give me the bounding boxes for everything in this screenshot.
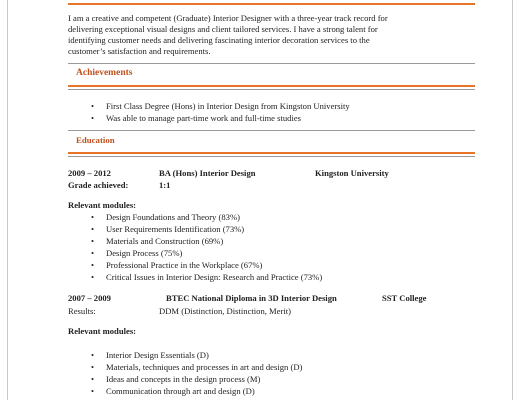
top-orange-rule — [68, 3, 475, 5]
section-orange-rule — [68, 152, 475, 154]
module-item: Materials and Construction (69%) — [106, 236, 224, 246]
edu1-qualification: BA (Hons) Interior Design — [159, 168, 256, 178]
bullet-icon: • — [91, 248, 95, 258]
edu2-qualification: BTEC National Diploma in 3D Interior Design — [166, 293, 337, 303]
bullet-icon: • — [91, 272, 95, 282]
education-heading: Education — [76, 135, 115, 145]
bullet-icon: • — [91, 386, 95, 396]
module-item: Ideas and concepts in the design process (M) — [106, 374, 261, 384]
edu2-dates: 2007 – 2009 — [68, 293, 111, 303]
bullet-icon: • — [91, 260, 95, 270]
summary-line: customer’s satisfaction and requirements. — [68, 46, 211, 56]
section-orange-rule — [68, 85, 475, 87]
module-item: Materials, techniques and processes in art and design (D) — [106, 362, 303, 372]
edu1-institution: Kingston University — [315, 168, 389, 178]
bullet-icon: • — [91, 101, 95, 111]
edu1-modules-label: Relevant modules: — [68, 200, 137, 210]
grey-rule — [68, 63, 475, 64]
module-item: Professional Practice in the Workplace (67%) — [106, 260, 263, 270]
summary-line: I am a creative and competent (Graduate) Interior Designer with a three-year track record for — [68, 13, 388, 23]
module-item: Communication through art and design (D) — [106, 386, 255, 396]
achievements-heading: Achievements — [76, 68, 133, 78]
edu2-results-label: Results: — [68, 306, 96, 316]
edu1-grade-value: 1:1 — [159, 180, 171, 190]
achievement-item: First Class Degree (Hons) in Interior Design from Kingston University — [106, 101, 350, 111]
module-item: Interior Design Essentials (D) — [106, 350, 209, 360]
summary-line: identifying customer needs and delivering fascinating interior decoration services to the — [68, 35, 370, 45]
edu1-grade-label: Grade achieved: — [68, 180, 129, 190]
bullet-icon: • — [91, 236, 95, 246]
edu1-dates: 2009 – 2012 — [68, 168, 111, 178]
module-item: Design Process (75%) — [106, 248, 183, 258]
achievement-item: Was able to manage part-time work and full-time studies — [106, 113, 301, 123]
edu2-modules-label: Relevant modules: — [68, 326, 137, 336]
bullet-icon: • — [91, 224, 95, 234]
grey-rule — [68, 130, 475, 131]
bullet-icon: • — [91, 362, 95, 372]
edu2-results-value: DDM (Distinction, Distinction, Merit) — [159, 306, 291, 316]
edu2-institution: SST College — [382, 293, 427, 303]
bullet-icon: • — [91, 113, 95, 123]
grey-rule — [68, 156, 475, 157]
bullet-icon: • — [91, 374, 95, 384]
module-item: Critical Issues in Interior Design: Research and Practice (73%) — [106, 272, 323, 282]
summary-line: delivering exceptional visual designs and client tailored services. I have a strong talent for — [68, 24, 378, 34]
grey-rule — [68, 89, 475, 90]
cv-page — [7, 0, 513, 400]
module-item: Design Foundations and Theory (83%) — [106, 212, 240, 222]
bullet-icon: • — [91, 212, 95, 222]
module-item: User Requirements Identification (73%) — [106, 224, 245, 234]
bullet-icon: • — [91, 350, 95, 360]
